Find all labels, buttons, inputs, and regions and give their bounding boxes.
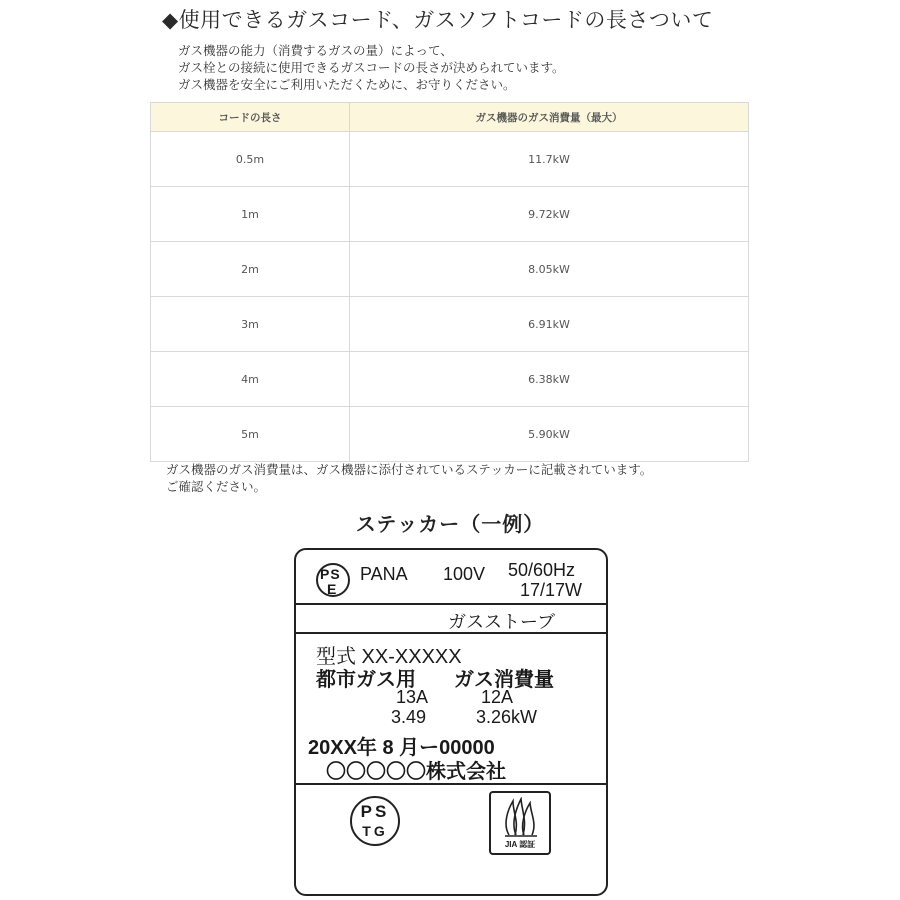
gas-consumption-cell: 5.90kW	[350, 407, 749, 462]
power-rating: 17/17W	[520, 580, 583, 600]
gas-consumption-label: ガス消費量	[454, 669, 554, 691]
cord-length-cell: 3m	[151, 297, 350, 352]
intro-line: ガス栓との接続に使用できるガスコードの長さが決められています。	[178, 60, 565, 75]
column-header-gas-consumption: ガス機器のガス消費量（最大）	[350, 103, 749, 132]
table-row	[151, 187, 749, 242]
voltage: 100V	[443, 564, 486, 584]
table-row	[151, 242, 749, 297]
note-line: ご確認ください。	[166, 479, 267, 494]
divider	[296, 783, 606, 785]
table-row	[151, 407, 749, 462]
pstg-mark-tg: TG	[362, 823, 388, 839]
cord-length-cell: 4m	[151, 352, 350, 407]
pstg-mark-ps: PS	[360, 802, 390, 821]
jia-label: JIA 認証	[504, 840, 536, 849]
divider	[296, 632, 606, 634]
table-header-row	[151, 103, 749, 132]
sticker-example	[294, 548, 608, 896]
gas-consumption-cell: 11.7kW	[350, 132, 749, 187]
column-header-cord-length: コードの長さ	[151, 103, 350, 132]
frequency: 50/60Hz	[508, 560, 576, 580]
maker-name: PANA	[360, 564, 408, 584]
gas-consumption-cell: 6.38kW	[350, 352, 749, 407]
gas-consumption-cell: 8.05kW	[350, 242, 749, 297]
sticker-note	[166, 461, 652, 495]
serial-number: 20XX年 8 月ー00000	[308, 737, 495, 759]
gas-13a: 13A	[396, 687, 429, 707]
intro-line: ガス機器を安全にご利用いただくために、お守りください。	[178, 77, 516, 92]
flame-icon	[501, 797, 541, 839]
note-line: ガス機器のガス消費量は、ガス機器に添付されているステッカーに記載されています。	[166, 462, 653, 477]
pse-mark-icon	[316, 563, 350, 597]
sticker-title: ステッカー（一例）	[355, 512, 545, 536]
value-13a: 3.49	[391, 707, 427, 727]
pse-mark-e: E	[327, 581, 337, 597]
cord-length-cell: 1m	[151, 187, 350, 242]
company-name: 〇〇〇〇〇株式会社	[326, 761, 506, 783]
value-12a: 3.26kW	[476, 707, 538, 727]
table-row	[151, 297, 749, 352]
product-name: ガスストーブ	[448, 612, 556, 632]
gas-consumption-cell: 6.91kW	[350, 297, 749, 352]
table-row	[151, 352, 749, 407]
cord-length-cell: 0.5m	[151, 132, 350, 187]
divider	[296, 603, 606, 605]
pse-mark-ps: PS	[320, 566, 341, 582]
gas-type-label: 都市ガス用	[316, 669, 416, 691]
page-heading: ◆使用できるガスコード、ガスソフトコードの長さついて	[162, 8, 714, 32]
cord-length-cell: 2m	[151, 242, 350, 297]
table-row	[151, 132, 749, 187]
model-number: 型式 XX-XXXXX	[316, 646, 462, 668]
cord-length-cell: 5m	[151, 407, 350, 462]
cord-length-table	[150, 102, 749, 462]
pstg-mark-icon	[350, 796, 400, 846]
intro-line: ガス機器の能力（消費するガスの量）によって、	[178, 43, 453, 58]
gas-12a: 12A	[481, 687, 514, 707]
gas-consumption-cell: 9.72kW	[350, 187, 749, 242]
intro-text	[178, 42, 565, 93]
jia-certification-icon	[489, 791, 551, 855]
